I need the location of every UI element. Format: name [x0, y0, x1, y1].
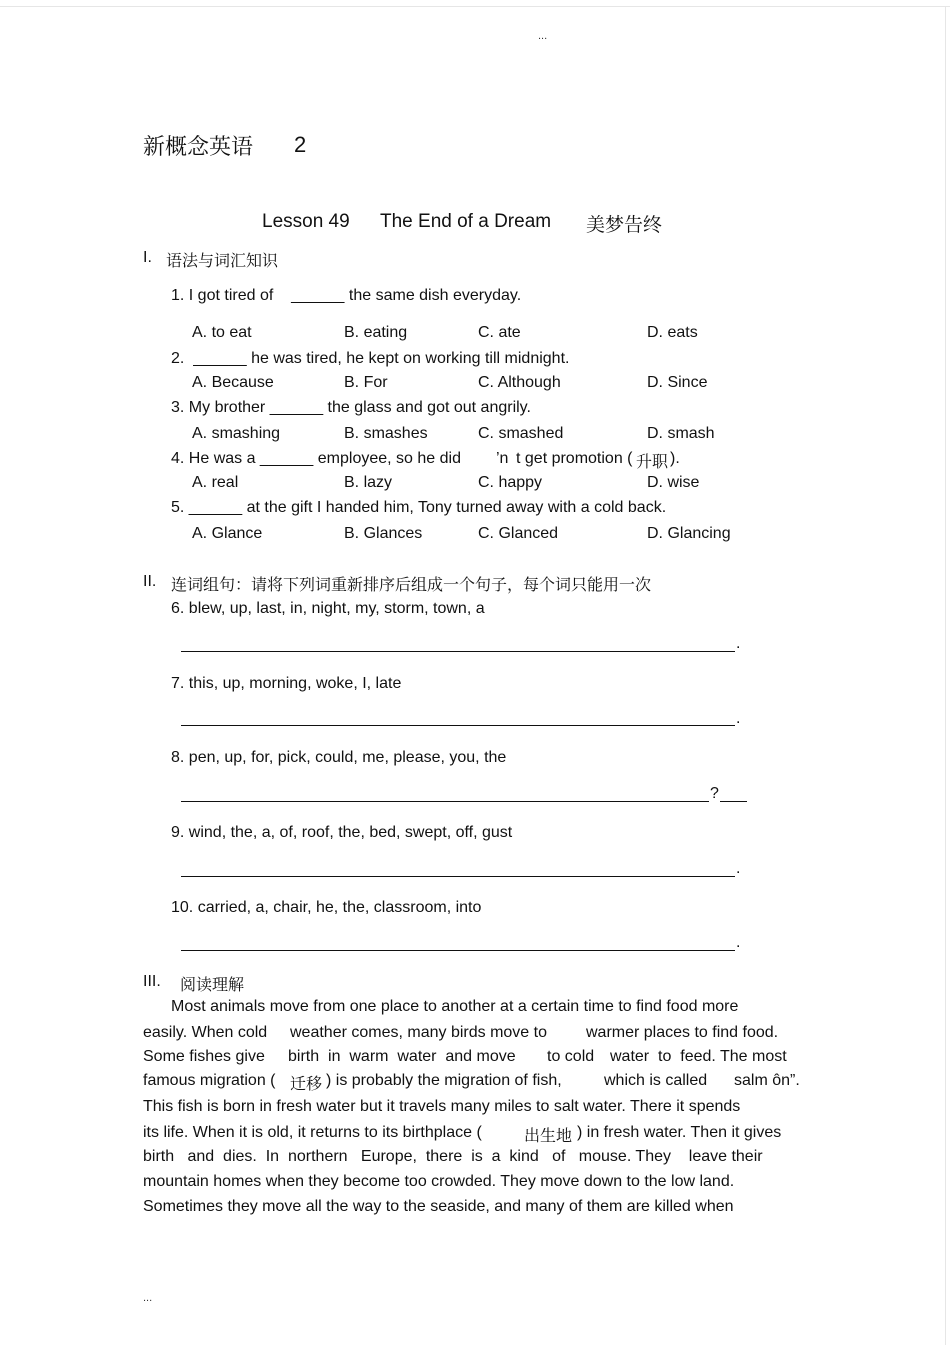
- passage-line: ) in fresh water. Then it gives: [577, 1124, 782, 1141]
- passage-line: famous migration (: [143, 1072, 276, 1089]
- passage-cn-gloss: 迁移: [290, 1074, 323, 1093]
- passage-line: Most animals move from one place to another at a certain time to find food more: [171, 998, 739, 1015]
- question-stem: 1. I got tired of ______ the same dish everyday.: [171, 287, 522, 304]
- option-a: A. Because: [192, 374, 274, 391]
- word-prompt: 9. wind, the, a, of, roof, the, bed, swept, off, gust: [171, 824, 513, 841]
- lesson-title-cn: 美梦告终: [586, 214, 663, 236]
- answer-line: [181, 950, 735, 951]
- passage-cn-gloss: 出生地: [524, 1126, 573, 1145]
- lesson-number: Lesson 49: [262, 211, 350, 232]
- passage-line: water to feed. The most: [610, 1048, 787, 1065]
- option-b: B. smashes: [344, 425, 428, 442]
- word-prompt: 10. carried, a, chair, he, the, classroom, into: [171, 899, 482, 916]
- option-a: A. to eat: [192, 324, 252, 341]
- question-stem-apostrophe: ’n: [496, 450, 509, 467]
- answer-line: [181, 725, 735, 726]
- book-title-number: 2: [294, 132, 307, 157]
- option-c: C. ate: [478, 324, 521, 341]
- answer-line-tail: [720, 801, 747, 802]
- section1-heading: 语法与词汇知识: [166, 251, 279, 270]
- option-b: B. For: [344, 374, 388, 391]
- question-stem: 3. My brother ______ the glass and got out angrily.: [171, 399, 531, 416]
- section3-heading: 阅读理解: [180, 975, 245, 994]
- answer-end-mark: .: [736, 934, 741, 951]
- passage-line: its life. When it is old, it returns to its birthplace (: [143, 1124, 482, 1141]
- question-stem-rest: t get promotion (: [516, 450, 633, 467]
- passage-line: This fish is born in fresh water but it travels many miles to salt water. There it spends: [143, 1098, 741, 1115]
- passage-line: Sometimes they move all the way to the seaside, and many of them are killed when: [143, 1198, 734, 1215]
- word-prompt: 8. pen, up, for, pick, could, me, please, you, the: [171, 749, 507, 766]
- passage-line: warmer places to find food.: [586, 1024, 779, 1041]
- word-prompt: 6. blew, up, last, in, night, my, storm, town, a: [171, 600, 485, 617]
- passage-line: Some fishes give: [143, 1048, 265, 1065]
- option-b: B. Glances: [344, 525, 423, 542]
- section2-number: II.: [143, 573, 157, 590]
- option-a: A. real: [192, 474, 239, 491]
- option-c: C. happy: [478, 474, 543, 491]
- option-d: D. Glancing: [647, 525, 731, 542]
- option-a: A. Glance: [192, 525, 263, 542]
- option-c: C. smashed: [478, 425, 564, 442]
- question-stem: 5. ______ at the gift I handed him, Tony turned away with a cold back.: [171, 499, 667, 516]
- section2-heading: 连词组句：请将下列词重新排序后组成一个句子，每个词只能用一次: [171, 575, 652, 594]
- option-b: B. eating: [344, 324, 408, 341]
- answer-end-mark: .: [736, 710, 741, 727]
- passage-line: to cold: [547, 1048, 595, 1065]
- question-stem-end: ).: [670, 450, 680, 467]
- section1-number: I.: [143, 249, 152, 266]
- lesson-title-en: The End of a Dream: [380, 211, 552, 232]
- answer-line: [181, 651, 735, 652]
- answer-line: [181, 876, 735, 877]
- passage-line: mountain homes when they become too crowded. They move down to the low land.: [143, 1173, 735, 1190]
- option-a: A. smashing: [192, 425, 281, 442]
- option-d: D. smash: [647, 425, 715, 442]
- option-d: D. wise: [647, 474, 700, 491]
- page-top-border: [0, 6, 950, 7]
- option-c: C. Glanced: [478, 525, 559, 542]
- section3-number: III.: [143, 973, 161, 990]
- question-stem: 4. He was a ______ employee, so he did: [171, 450, 461, 467]
- passage-line: which is called: [604, 1072, 708, 1089]
- page-right-border: [945, 6, 946, 1345]
- passage-line: birth in warm water and move: [288, 1048, 516, 1065]
- answer-end-mark: ?: [710, 785, 719, 802]
- passage-line: ) is probably the migration of fish,: [326, 1072, 562, 1089]
- option-b: B. lazy: [344, 474, 393, 491]
- book-title-cn: 新概念英语: [143, 135, 254, 160]
- passage-line: salm ôn”.: [734, 1072, 800, 1089]
- passage-line: birth and dies. In northern Europe, there is a kind of mouse. They leave their: [143, 1148, 763, 1165]
- answer-end-mark: .: [736, 860, 741, 877]
- option-d: D. Since: [647, 374, 708, 391]
- passage-line: easily. When cold: [143, 1024, 268, 1041]
- answer-end-mark: .: [736, 635, 741, 652]
- word-prompt: 7. this, up, morning, woke, I, late: [171, 675, 402, 692]
- question-stem: 2. ______ he was tired, he kept on working till midnight.: [171, 350, 570, 367]
- footer-dots: ...: [143, 1292, 153, 1304]
- question-stem-cn: 升职: [636, 452, 669, 471]
- header-dots: ...: [538, 30, 548, 42]
- option-c: C. Although: [478, 374, 561, 391]
- passage-line: weather comes, many birds move to: [290, 1024, 547, 1041]
- answer-line: [181, 801, 709, 802]
- option-d: D. eats: [647, 324, 698, 341]
